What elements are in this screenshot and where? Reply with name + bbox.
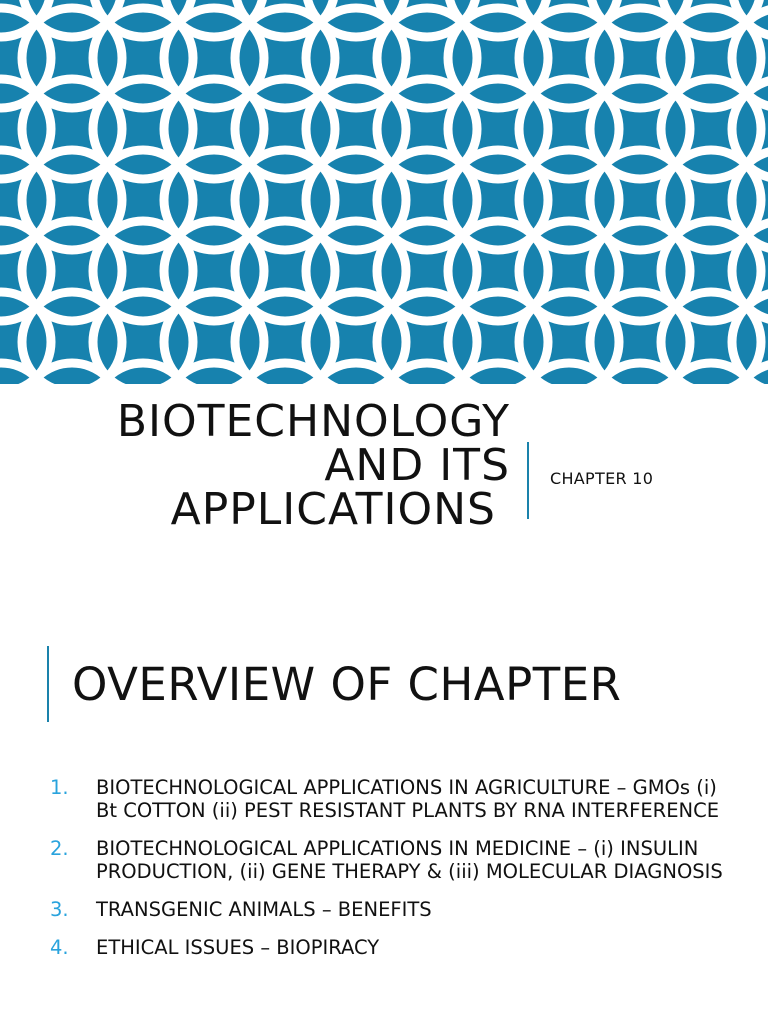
- title-line: APPLICATIONS: [170, 484, 496, 535]
- heading-accent-bar: [47, 646, 49, 722]
- title-line: AND ITS: [324, 440, 510, 491]
- list-item: [50, 837, 730, 883]
- pattern-banner: [0, 0, 768, 384]
- list-text: ETHICAL ISSUES – BIOPIRACY: [96, 936, 380, 959]
- chapter-topics-list: [50, 776, 730, 974]
- list-number: 1.: [50, 776, 69, 799]
- list-number: 3.: [50, 898, 69, 921]
- list-text: BIOTECHNOLOGICAL APPLICATIONS IN MEDICINE – (i) INSULIN PRODUCTION, (ii) GENE THERAPY & (iii) MOLECULAR DIAGNOSIS: [96, 837, 723, 883]
- list-item: [50, 936, 730, 959]
- interlocking-circles-pattern-icon: [0, 0, 768, 384]
- list-number: 4.: [50, 936, 69, 959]
- list-item: [50, 776, 730, 822]
- title-divider: [527, 442, 529, 519]
- title-line: BIOTECHNOLOGY: [116, 396, 510, 447]
- overview-heading: OVERVIEW OF CHAPTER: [72, 658, 622, 711]
- list-text: TRANSGENIC ANIMALS – BENEFITS: [96, 898, 432, 921]
- slide-title: [60, 396, 510, 535]
- chapter-label: CHAPTER 10: [550, 469, 654, 488]
- list-number: 2.: [50, 837, 69, 860]
- list-text: BIOTECHNOLOGICAL APPLICATIONS IN AGRICULTURE – GMOs (i) Bt COTTON (ii) PEST RESISTANT PLANTS BY RNA INTERFERENCE: [96, 776, 720, 822]
- list-item: [50, 898, 730, 921]
